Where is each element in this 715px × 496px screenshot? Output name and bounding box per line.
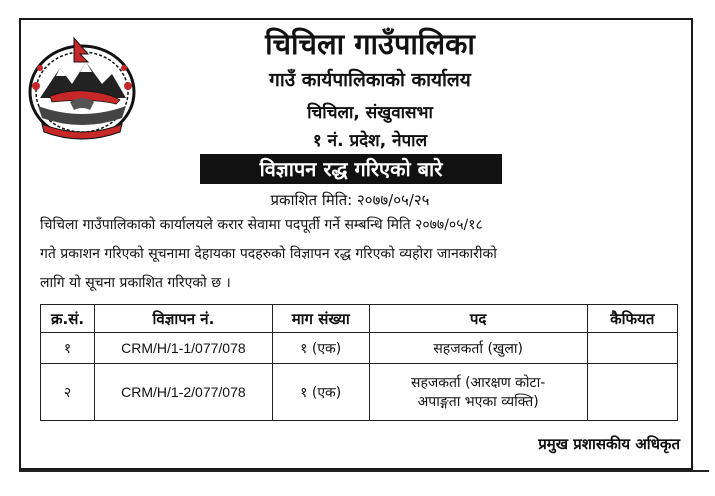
cell-post — [369, 364, 587, 421]
header-demand: माग संख्या — [272, 305, 369, 333]
office-address: चिचिला, संखुवासभा — [307, 103, 433, 123]
nepal-emblem-icon — [22, 32, 142, 144]
cell-remarks — [587, 364, 677, 421]
cell-serial: १ — [41, 333, 95, 364]
header-ad-number: विज्ञापन नं. — [95, 305, 273, 333]
cell-ad-number: CRM/H/1-1/077/078 — [95, 333, 273, 364]
cell-post-line: सहजकर्ता (खुला) — [433, 340, 523, 357]
cell-demand: १ (एक) — [272, 333, 369, 364]
office-name: गाउँ कार्यपालिकाको कार्यालय — [269, 69, 471, 91]
body-line-3: लागि यो सूचना प्रकाशित गरिएको छ । — [40, 275, 231, 291]
table-row — [41, 333, 678, 364]
table-row — [41, 364, 678, 421]
cell-post-line: सहजकर्ता (आरक्षण कोटा- — [410, 375, 546, 391]
body-line-1: चिचिला गाउँपालिकाको कार्यालयले करार सेवामा पदपूर्ती गर्ने सम्बन्धि मिति २०७७/०५/१८ — [40, 217, 483, 233]
province-line: १ नं. प्रदेश, नेपाल — [312, 131, 428, 151]
table-header-row — [41, 305, 678, 333]
cell-ad-number: CRM/H/1-2/077/078 — [95, 364, 273, 421]
bottom-rule — [19, 470, 709, 472]
header-post: पद — [369, 305, 587, 333]
municipality-name: चिचिला गाउँपालिका — [265, 27, 475, 61]
published-date: प्रकाशित मिति: २०७७/०५/२५ — [270, 191, 430, 209]
cell-serial: २ — [41, 364, 95, 421]
header-serial: क्र.सं. — [41, 305, 95, 333]
notice-title-banner: विज्ञापन रद्ध गरिएको बारे — [200, 154, 502, 184]
cancelled-posts-table — [40, 304, 678, 421]
cell-remarks — [587, 333, 677, 364]
body-line-2: गते प्रकाशन गरिएको सूचनामा देहायका पदहरुको विज्ञापन रद्ध गरिएको व्यहोरा जानकारीको — [40, 246, 497, 262]
cell-demand: १ (एक) — [272, 364, 369, 421]
cell-post-line: अपाङ्गता भएका व्यक्ति) — [417, 394, 539, 410]
header-remarks: कैफियत — [587, 305, 677, 333]
signatory-title: प्रमुख प्रशासकीय अधिकृत — [538, 435, 680, 453]
cell-post — [369, 333, 587, 364]
